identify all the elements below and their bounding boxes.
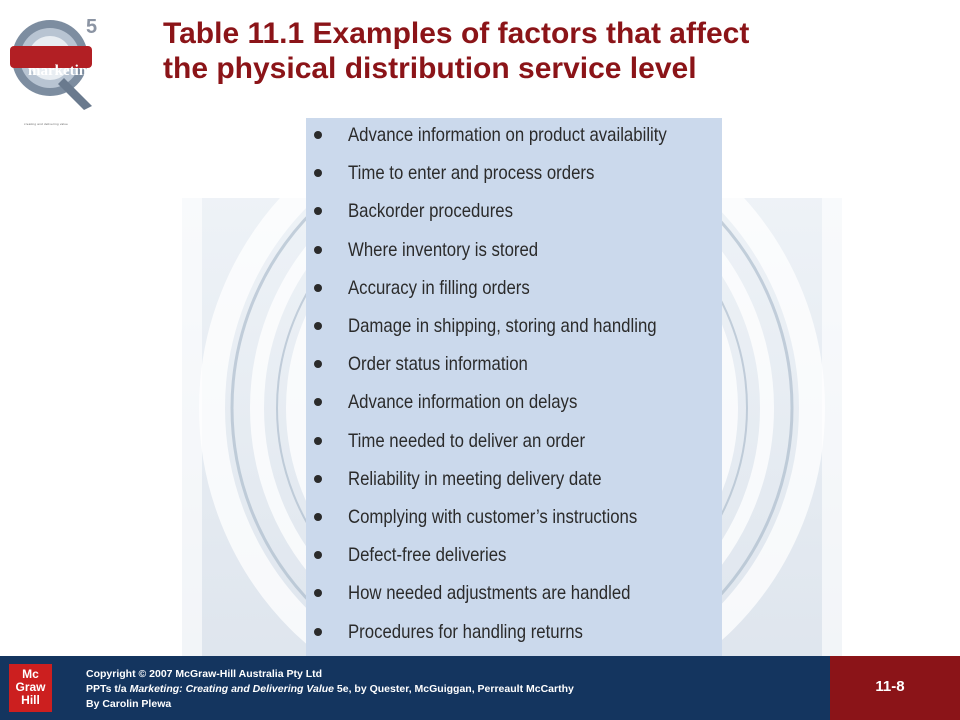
bullet-icon [314,513,322,521]
factor-item [306,237,722,265]
factor-text: Backorder procedures [348,200,513,223]
factor-item [306,619,722,647]
factor-text: Advance information on delays [348,391,578,414]
ppt-suffix: 5e, by Quester, McGuiggan, Perreault McCarthy [334,683,574,695]
factor-text: Defect-free deliveries [348,544,507,567]
logo-word: marketing [28,63,95,79]
bullet-icon [314,246,322,254]
bullet-icon [314,169,322,177]
bullet-icon [314,207,322,215]
textbook-logo [6,14,110,126]
title-line-2: the physical distribution service level [163,52,697,85]
book-title: Marketing: Creating and Delivering Value [129,683,334,695]
publisher-logo-line-2: Graw [15,680,46,694]
factor-text: Procedures for handling returns [348,620,583,643]
logo-edition-number: 5 [86,16,98,38]
factor-item [306,160,722,188]
factor-item [306,542,722,570]
factor-item [306,504,722,532]
page-number: 11-8 [875,678,905,695]
factor-text: Reliability in meeting delivery date [348,467,602,490]
bullet-icon [314,360,322,368]
factor-item [306,275,722,303]
factor-item [306,428,722,456]
factor-item [306,122,722,150]
bullet-icon [314,589,322,597]
title-line-1: Table 11.1 Examples of factors that affect [163,17,750,50]
factor-text: Where inventory is stored [348,238,539,261]
factor-text: Time needed to deliver an order [348,429,586,452]
publisher-logo [9,664,52,712]
publisher-logo-line-3: Hill [21,693,40,707]
bullet-icon [314,131,322,139]
factor-item [306,389,722,417]
factor-text: Advance information on product availability [348,124,667,146]
bullet-icon [314,475,322,483]
bullet-icon [314,322,322,330]
copyright-line: Copyright © 2007 McGraw-Hill Australia Pty Ltd [86,668,323,680]
bullet-icon [314,628,322,636]
factors-table [306,118,722,656]
factor-item [306,351,722,379]
bullet-icon [314,398,322,406]
author-line: By Carolin Plewa [86,698,172,710]
factor-text: Complying with customer’s instructions [348,506,638,528]
bullet-icon [314,551,322,559]
bullet-icon [314,437,322,445]
factor-item [306,580,722,608]
bullet-icon [314,284,322,292]
factor-text: Order status information [348,353,528,376]
ppt-credit-line [86,682,574,697]
publisher-logo-line-1: Mc [22,667,39,681]
factor-text: Accuracy in filling orders [348,276,530,299]
factor-item [306,466,722,494]
ppt-prefix: PPTs t/a [86,683,130,695]
factor-text: Time to enter and process orders [348,162,595,185]
page-title [163,16,953,86]
factor-text: How needed adjustments are handled [348,582,631,605]
factor-text: Damage in shipping, storing and handling [348,315,657,337]
page-number-box [830,656,960,720]
factor-item [306,198,722,226]
copyright-text [86,667,574,712]
factor-item [306,313,722,341]
logo-subtext: creating and delivering value [24,122,68,126]
